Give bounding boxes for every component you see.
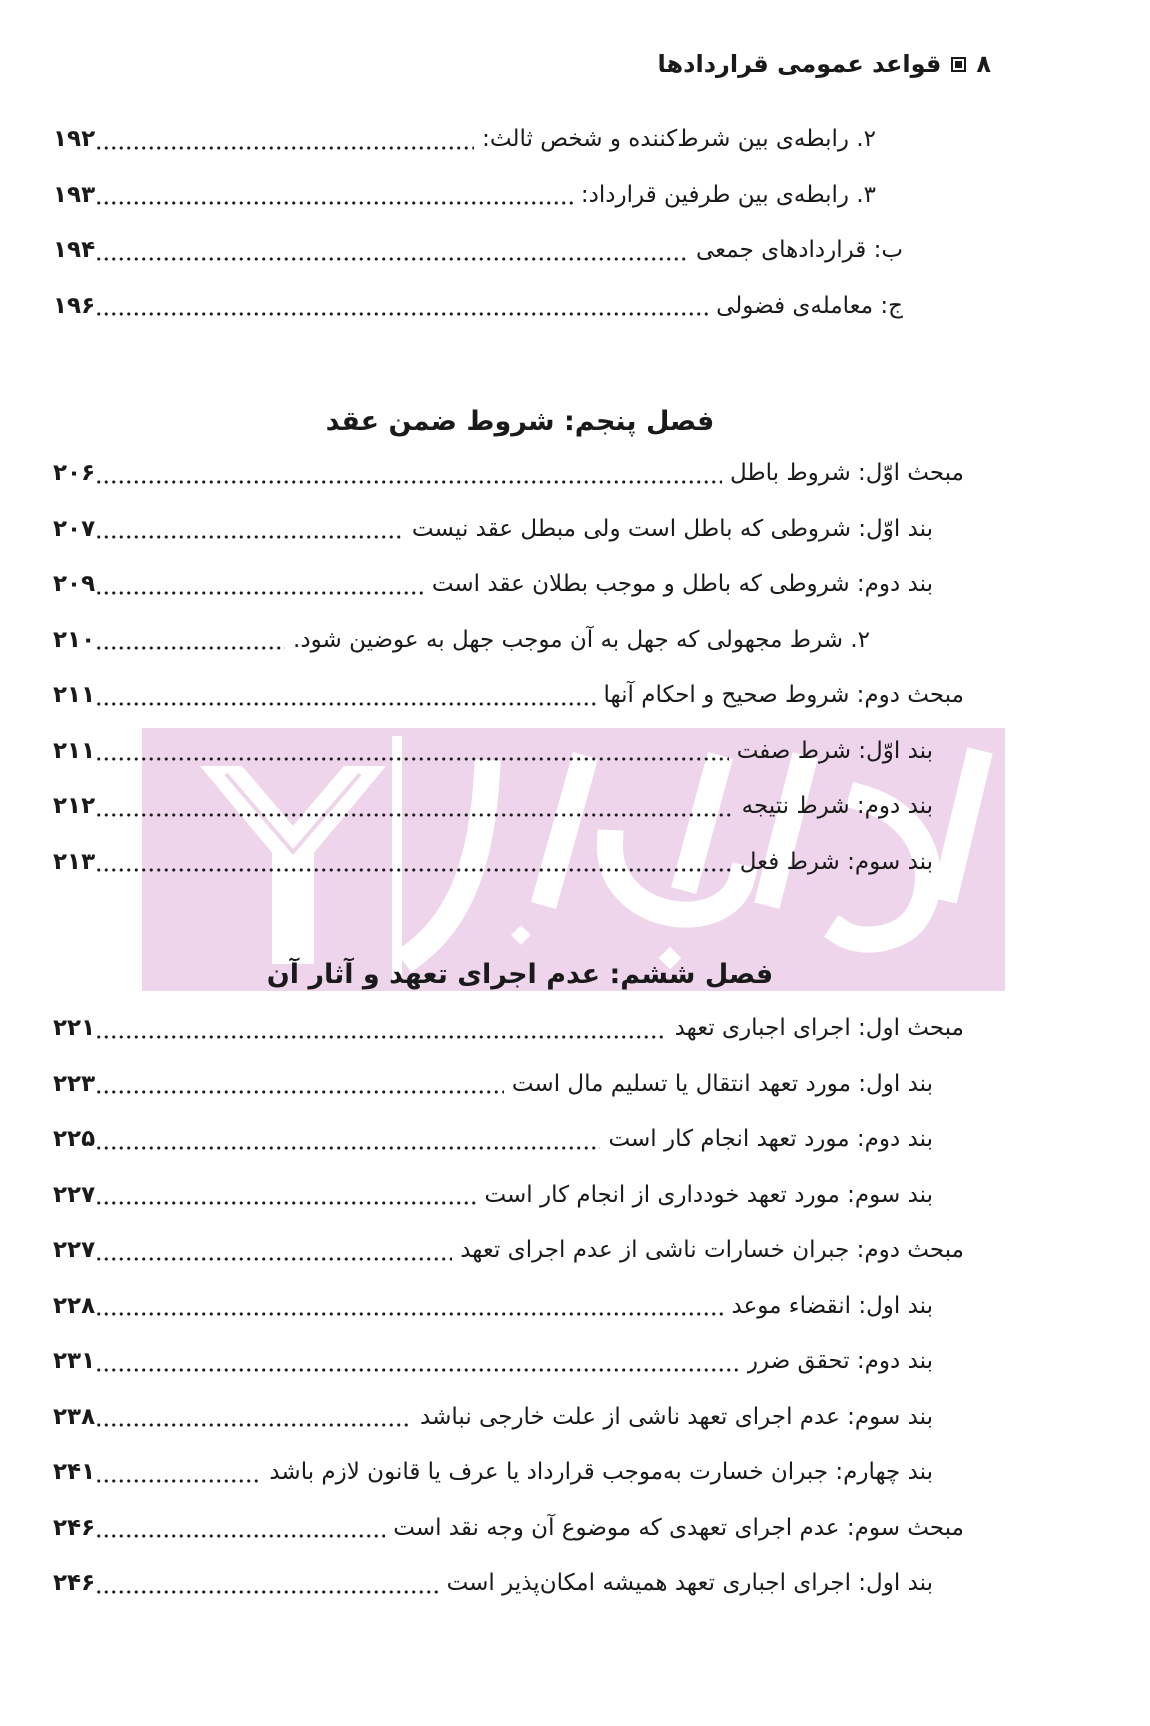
toc-entry-title: مبحث دوم: جبران خسارات ناشی از عدم اجرای تعهد bbox=[460, 1237, 964, 1263]
toc-page-number: ۲۱۱ bbox=[53, 682, 96, 708]
toc-entry-title: بند دوم: مورد تعهد انجام کار است bbox=[608, 1126, 933, 1152]
dot-leader bbox=[95, 1223, 452, 1279]
dot-leader bbox=[95, 279, 708, 335]
toc-entry-title: بند اول: اجرای اجباری تعهد همیشه امکان‌پذیر است bbox=[446, 1570, 933, 1596]
toc-entry-title: ۳. رابطه‌ی بین طرفین قرارداد: bbox=[580, 181, 876, 208]
toc-entry-title: مبحث اوّل: شروط باطل bbox=[729, 460, 964, 486]
toc-page-number: ۱۹۲ bbox=[53, 126, 96, 152]
boxed-square-icon bbox=[951, 57, 966, 72]
dot-leader bbox=[95, 1112, 600, 1168]
dot-leader bbox=[95, 779, 733, 835]
toc-entry bbox=[53, 557, 933, 613]
toc-entry-title: ۲. رابطه‌ی بین شرط‌کننده و شخص ثالث: bbox=[482, 126, 876, 152]
toc-entry bbox=[53, 168, 876, 224]
toc-entry-title: مبحث اول: اجرای اجباری تعهد bbox=[674, 1015, 964, 1041]
toc-page-number: ۲۰۷ bbox=[53, 515, 96, 542]
dot-leader bbox=[95, 724, 729, 780]
toc-entry bbox=[53, 1001, 964, 1057]
dot-leader bbox=[95, 1445, 261, 1501]
toc-page-number: ۲۲۷ bbox=[53, 1237, 96, 1263]
toc-entry bbox=[53, 1223, 964, 1279]
toc-entry-title: بند اوّل: شرط صفت bbox=[736, 737, 933, 764]
toc-entry bbox=[53, 835, 933, 891]
running-header bbox=[658, 44, 991, 84]
dot-leader bbox=[95, 1001, 666, 1057]
toc-entry-title: مبحث دوم: شروط صحیح و احکام آنها bbox=[603, 682, 964, 708]
dot-leader bbox=[95, 1390, 412, 1446]
toc-entry-title: ۲. شرط مجهولی که جهل به آن موجب جهل به عوضین شود. bbox=[293, 626, 870, 653]
toc-page-number: ۲۲۷ bbox=[53, 1181, 96, 1208]
dot-leader bbox=[95, 613, 285, 669]
toc-page-number: ۲۲۵ bbox=[53, 1126, 96, 1152]
toc-page-number: ۲۰۶ bbox=[53, 460, 96, 486]
dot-leader bbox=[95, 1279, 723, 1335]
header-title: قواعد عمومی قراردادها bbox=[657, 50, 942, 78]
toc-entry bbox=[53, 1390, 933, 1446]
toc-page-number: ۲۱۲ bbox=[53, 793, 96, 819]
toc-entry-title: بند دوم: تحقق ضرر bbox=[746, 1348, 933, 1374]
toc-entry bbox=[53, 1501, 964, 1557]
toc-entry bbox=[53, 613, 870, 669]
chapter-heading: فصل ششم: عدم اجرای تعهد و آثار آن bbox=[266, 959, 774, 990]
dot-leader bbox=[95, 1556, 438, 1612]
dot-leader bbox=[95, 446, 722, 502]
toc-entry-title: بند سوم: عدم اجرای تعهد ناشی از علت خارجی نباشد bbox=[420, 1403, 933, 1430]
toc-entry-title: ب: قراردادهای جمعی bbox=[696, 237, 903, 263]
toc-page-number: ۲۳۸ bbox=[53, 1403, 96, 1430]
dot-leader bbox=[95, 1334, 739, 1390]
toc-entry bbox=[53, 502, 933, 558]
toc-entry bbox=[53, 779, 933, 835]
dot-leader bbox=[95, 557, 424, 613]
dot-leader bbox=[95, 835, 732, 891]
toc-page-number: ۲۰۹ bbox=[53, 571, 96, 597]
dot-leader bbox=[95, 168, 573, 224]
toc-entry bbox=[53, 1556, 933, 1612]
toc-page-number: ۱۹۳ bbox=[53, 181, 96, 208]
chapter-heading: فصل پنجم: شروط ضمن عقد bbox=[325, 406, 715, 437]
toc-entry-title: مبحث سوم: عدم اجرای تعهدی که موضوع آن وجه نقد است bbox=[393, 1514, 964, 1541]
toc-page-number: ۲۲۳ bbox=[53, 1070, 96, 1097]
toc-page-number: ۲۲۸ bbox=[53, 1292, 96, 1319]
toc-entry-title: ج: معامله‌ی فضولی bbox=[716, 292, 903, 319]
toc-page-number: ۱۹۶ bbox=[53, 292, 96, 319]
toc-entry bbox=[53, 1168, 933, 1224]
toc-entry-title: بند سوم: مورد تعهد خودداری از انجام کار است bbox=[484, 1181, 933, 1208]
toc-entry-title: بند اوّل: شروطی که باطل است ولی مبطل عقد نیست bbox=[411, 515, 933, 542]
dot-leader bbox=[95, 1057, 504, 1113]
toc-page-number: ۲۳۱ bbox=[53, 1348, 96, 1374]
dot-leader bbox=[95, 668, 595, 724]
toc-entry-title: بند اول: مورد تعهد انتقال یا تسلیم مال است bbox=[511, 1070, 933, 1097]
toc-page-number: ۲۴۶ bbox=[53, 1570, 96, 1596]
toc-page-number: ۲۴۶ bbox=[53, 1514, 96, 1541]
header-page-number: ۸ bbox=[976, 50, 991, 78]
toc-page-number: ۲۱۱ bbox=[53, 737, 96, 764]
toc-entry-title: بند سوم: شرط فعل bbox=[739, 848, 933, 875]
toc-entry bbox=[53, 1334, 933, 1390]
toc-page-number: ۲۱۳ bbox=[53, 848, 96, 875]
dot-leader bbox=[95, 112, 474, 168]
toc-entry bbox=[53, 223, 903, 279]
toc-page-number: ۱۹۴ bbox=[53, 237, 96, 263]
toc-entry bbox=[53, 1279, 933, 1335]
dot-leader bbox=[95, 1168, 476, 1224]
dot-leader bbox=[95, 1501, 385, 1557]
toc-entry bbox=[53, 1445, 933, 1501]
toc-chapter-5-section bbox=[0, 446, 1150, 890]
toc-entry bbox=[53, 112, 876, 168]
dot-leader bbox=[95, 502, 404, 558]
toc-entry-title: بند اول: انقضاء موعد bbox=[731, 1292, 933, 1319]
dot-leader bbox=[95, 223, 688, 279]
toc-entry bbox=[53, 1112, 933, 1168]
toc-page-number: ۲۱۰ bbox=[53, 626, 96, 653]
toc-chapter-6-section bbox=[0, 1001, 1150, 1612]
toc-entry-title: بند دوم: شروطی که باطل و موجب بطلان عقد است bbox=[431, 571, 933, 597]
toc-continued-section bbox=[0, 112, 1150, 334]
toc-entry bbox=[53, 446, 964, 502]
toc-entry-title: بند چهارم: جبران خسارت به‌موجب قرارداد یا عرف یا قانون لازم باشد bbox=[269, 1459, 933, 1485]
toc-page-number: ۲۲۱ bbox=[53, 1015, 96, 1041]
toc-page-number: ۲۴۱ bbox=[53, 1459, 96, 1485]
toc-entry bbox=[53, 668, 964, 724]
toc-entry bbox=[53, 1057, 933, 1113]
toc-entry bbox=[53, 724, 933, 780]
toc-entry bbox=[53, 279, 903, 335]
toc-entry-title: بند دوم: شرط نتیجه bbox=[741, 793, 933, 819]
